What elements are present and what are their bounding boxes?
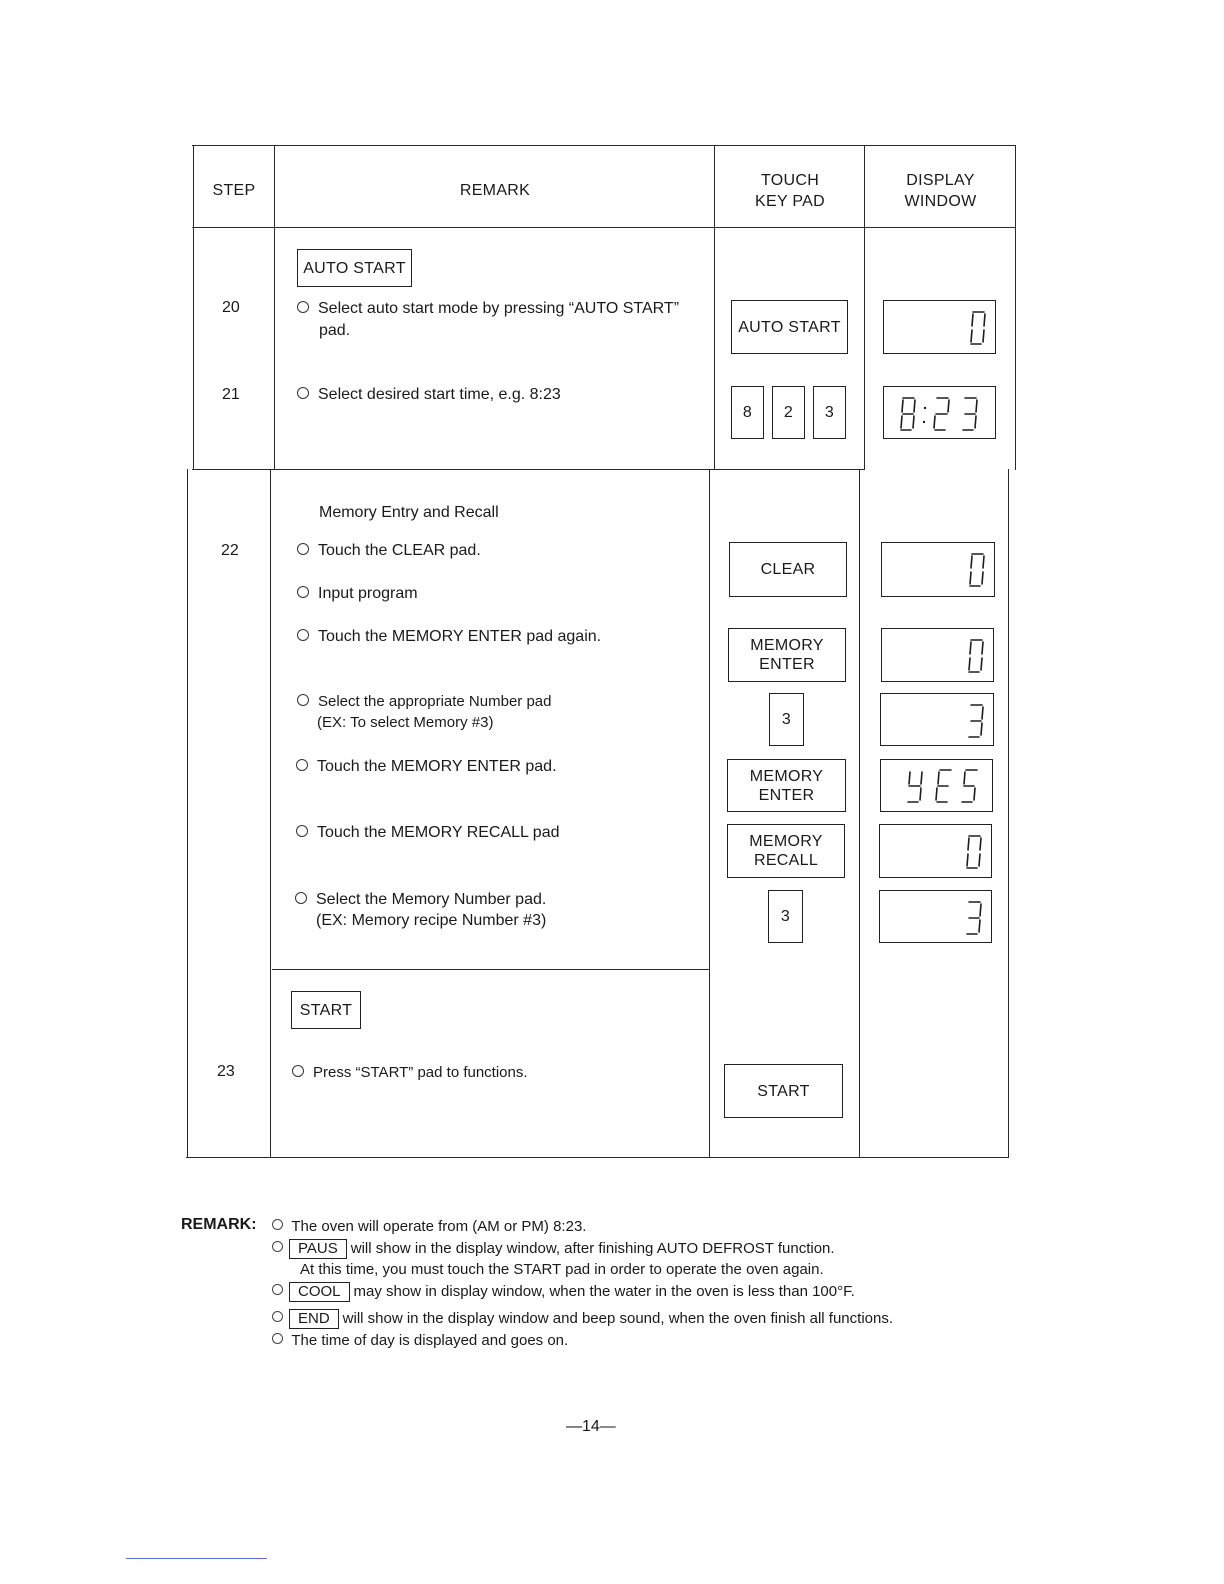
step-number-21: 21 <box>222 386 240 403</box>
bullet-icon <box>297 301 309 313</box>
memory-recall-key-line1: MEMORY <box>749 833 823 850</box>
remark-2-continuation: At this time, you must touch the START pad in order to operate the oven again. <box>300 1261 824 1278</box>
memory-enter-key-2[interactable] <box>727 759 846 812</box>
remark-end-key: END <box>289 1309 339 1329</box>
step-22-text-3: Touch the MEMORY ENTER pad again. <box>318 628 602 645</box>
remark-cool-key: COOL <box>289 1282 350 1302</box>
memory-enter-key-line2: ENTER <box>759 656 815 673</box>
memory-enter-key[interactable] <box>728 628 846 682</box>
table-top-border <box>192 145 1016 146</box>
step-22-bullet-5 <box>296 756 557 777</box>
remark-1-text: The oven will operate from (AM or PM) 8:23. <box>291 1218 587 1235</box>
bullet-icon <box>272 1284 283 1295</box>
display-digits <box>963 899 985 937</box>
bullet-icon <box>296 759 308 771</box>
step-22-bullet-6 <box>296 822 560 843</box>
remark-3-text: may show in display window, when the water in the oven is less than 100°F. <box>353 1283 855 1300</box>
remark-3 <box>272 1282 855 1302</box>
header-touch-line2: KEY PAD <box>755 193 825 210</box>
bullet-icon <box>297 629 309 641</box>
header-display-line2: WINDOW <box>904 193 977 210</box>
remark-label: REMARK: <box>181 1216 257 1233</box>
header-display-window <box>865 170 1016 212</box>
step-22-text-6: Touch the MEMORY RECALL pad <box>317 824 560 841</box>
display-window-step-20 <box>883 300 996 354</box>
bullet-icon <box>272 1333 283 1344</box>
header-step: STEP <box>212 182 256 199</box>
step-22-bullet-2 <box>297 583 418 604</box>
display-digits <box>889 395 989 433</box>
display-digits <box>904 767 986 805</box>
page-number: —14— <box>566 1418 616 1435</box>
step-22-text-7-line2: (EX: Memory recipe Number #3) <box>316 912 547 929</box>
memory-recall-key[interactable] <box>727 824 845 878</box>
remark-5 <box>272 1331 568 1351</box>
display-digits <box>965 637 987 675</box>
remark-5-text: The time of day is displayed and goes on. <box>291 1332 569 1349</box>
step-22-bullet-4 <box>297 691 551 712</box>
table-left-border-lower <box>187 469 188 1158</box>
display-digits <box>965 702 987 740</box>
display-window-memory-recall <box>879 824 992 878</box>
display-window-yes <box>880 759 993 812</box>
step-23-text: Press “START” pad to functions. <box>313 1064 528 1081</box>
remark-key-auto-start: AUTO START <box>297 249 412 287</box>
bullet-icon <box>297 543 309 555</box>
start-key[interactable]: START <box>724 1064 843 1118</box>
step-remark-divider-lower <box>270 469 271 1158</box>
row-divider-21-22 <box>192 469 864 470</box>
display-window-memory-enter <box>881 628 994 682</box>
row-divider-22-23 <box>272 969 710 970</box>
number-key-2[interactable]: 2 <box>772 386 805 439</box>
number-key-8[interactable]: 8 <box>731 386 764 439</box>
bullet-icon <box>292 1065 304 1077</box>
display-digits <box>966 551 988 589</box>
step-20-text-line1: Select auto start mode by pressing “AUTO START” <box>318 300 680 317</box>
table-bottom-border <box>186 1157 1009 1158</box>
step-22-text-5: Touch the MEMORY ENTER pad. <box>317 758 557 775</box>
step-22-text-7-line1: Select the Memory Number pad. <box>316 891 547 908</box>
auto-start-key[interactable]: AUTO START <box>731 300 848 354</box>
step-number-22: 22 <box>221 542 239 559</box>
bullet-icon <box>272 1219 283 1230</box>
remark-4 <box>272 1309 893 1329</box>
bullet-icon <box>295 892 307 904</box>
step-20-text-line2: pad. <box>319 322 351 339</box>
memory-enter-key-line1: MEMORY <box>750 637 824 654</box>
step-21-instruction <box>297 384 561 405</box>
step-23-instruction <box>292 1062 528 1083</box>
header-remark: REMARK <box>459 182 531 199</box>
remark-pause-key: PAUS <box>289 1239 347 1259</box>
bullet-icon <box>297 694 309 706</box>
remark-key-start: START <box>291 991 361 1029</box>
memory-section-heading: Memory Entry and Recall <box>319 504 499 521</box>
display-window-recall-3 <box>879 890 992 943</box>
display-window-step-21 <box>883 386 996 439</box>
step-number-20: 20 <box>222 299 240 316</box>
header-touch-line1: TOUCH <box>760 172 820 189</box>
bullet-icon <box>296 825 308 837</box>
display-digits <box>967 309 989 347</box>
step-22-text-2: Input program <box>318 585 418 602</box>
step-22-text-1: Touch the CLEAR pad. <box>318 542 481 559</box>
display-digits <box>963 833 985 871</box>
touch-display-divider-lower <box>859 469 860 1158</box>
step-20-instruction <box>297 298 679 319</box>
number-key-3-memory[interactable]: 3 <box>769 693 804 746</box>
step-22-bullet-1 <box>297 540 481 561</box>
remark-2-text: will show in the display window, after finishing AUTO DEFROST function. <box>350 1240 835 1257</box>
remark-1 <box>272 1217 586 1237</box>
remark-touch-divider-lower <box>709 469 710 1158</box>
bullet-icon <box>297 387 309 399</box>
footer-rule <box>126 1558 267 1559</box>
header-display-line1: DISPLAY <box>906 172 975 189</box>
step-22-text-4-line2: (EX: To select Memory #3) <box>317 714 494 731</box>
bullet-icon <box>297 586 309 598</box>
number-key-3[interactable]: 3 <box>813 386 846 439</box>
step-22-bullet-3 <box>297 626 601 647</box>
table-right-border-lower <box>1008 469 1009 1158</box>
remark-2 <box>272 1239 835 1259</box>
step-number-23: 23 <box>217 1063 235 1080</box>
remark-4-text: will show in the display window and beep sound, when the oven finish all functions. <box>342 1310 894 1327</box>
memory-enter-key-2-line2: ENTER <box>758 786 815 804</box>
bullet-icon <box>272 1241 283 1252</box>
header-touch-key-pad <box>715 170 865 212</box>
step-22-bullet-7 <box>295 889 546 910</box>
clear-key[interactable]: CLEAR <box>729 542 847 597</box>
bullet-icon <box>272 1311 283 1322</box>
header-bottom-border <box>192 227 1016 228</box>
memory-enter-key-2-line1: MEMORY <box>749 767 824 785</box>
step-22-text-4-line1: Select the appropriate Number pad <box>318 693 552 710</box>
number-key-3-recall[interactable]: 3 <box>768 890 803 943</box>
memory-recall-key-line2: RECALL <box>753 852 819 869</box>
display-window-number-3 <box>880 693 994 746</box>
display-window-clear <box>881 542 995 597</box>
step-21-text: Select desired start time, e.g. 8:23 <box>318 386 561 403</box>
